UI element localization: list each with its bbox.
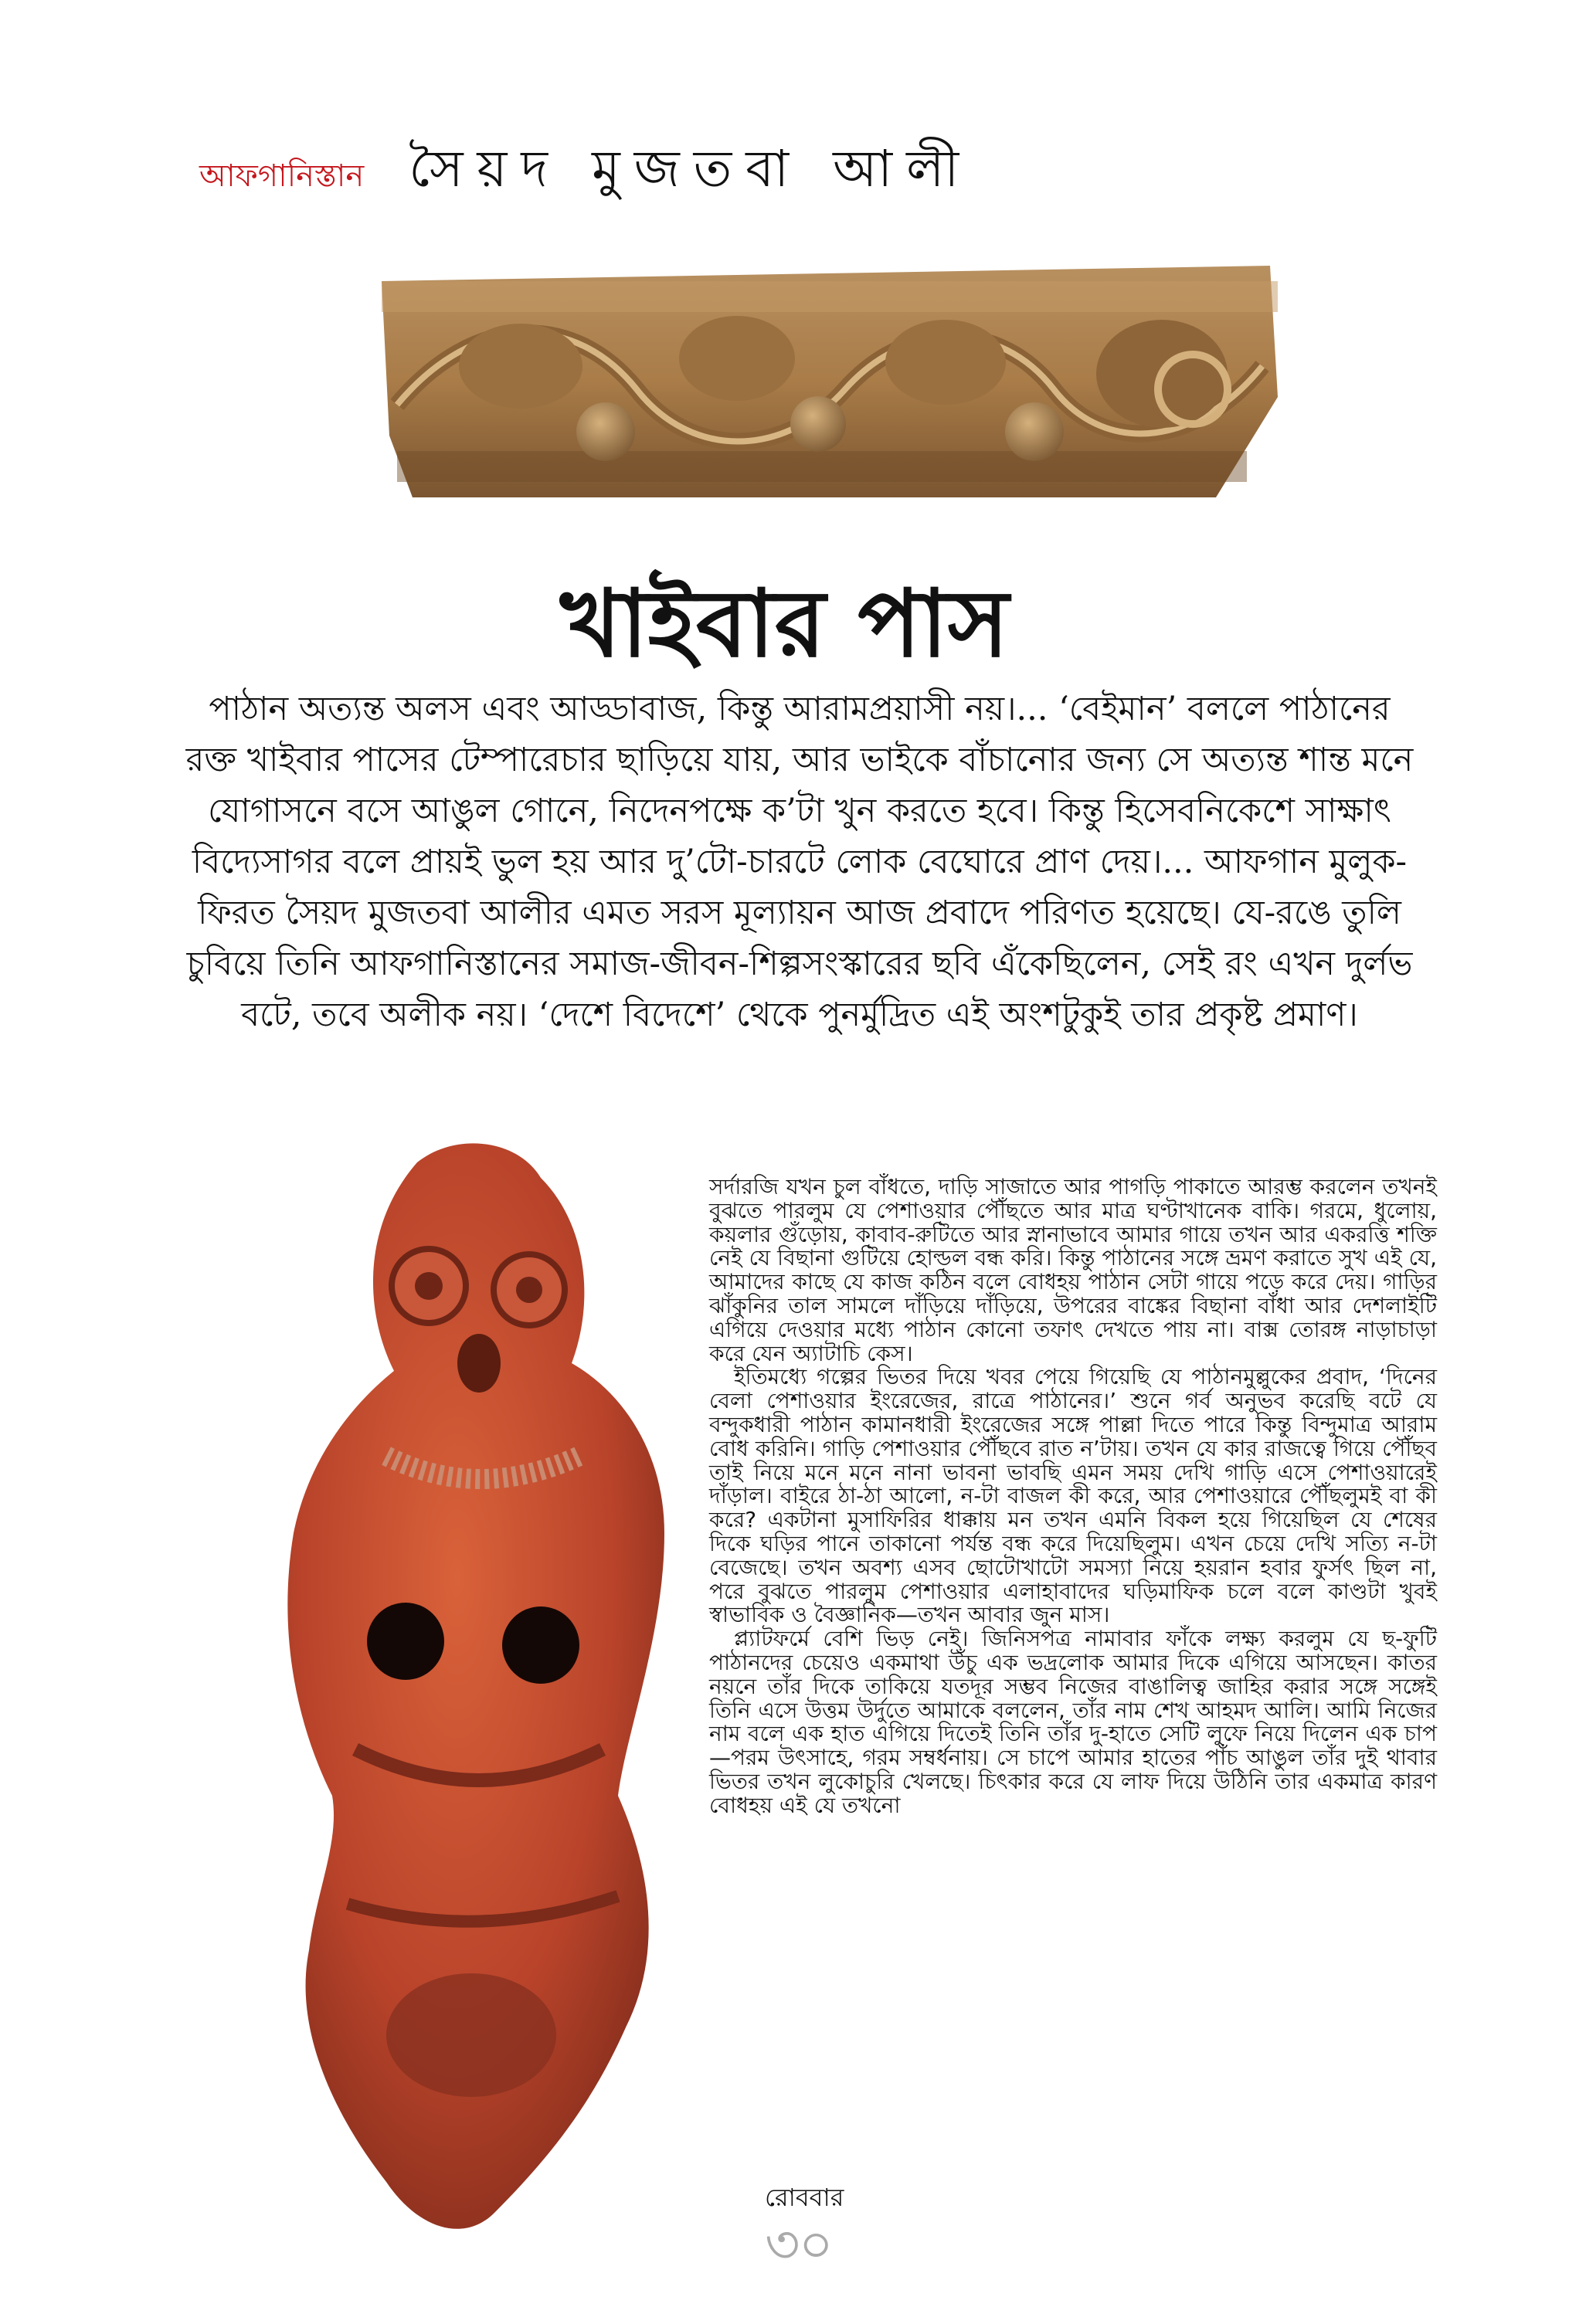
- article-title: খাইবার পাস: [560, 569, 1009, 678]
- article-intro: পাঠান অত্যন্ত অলস এবং আড্ডাবাজ, কিন্তু আরামপ্রয়াসী নয়।... ‘বেইমান’ বললে পাঠানের রক্ত খাইবার পাসের টেম্পারেচার ছাড়িয়ে যায়, আর ভাইকে বাঁচানোর জন্য সে অত্যন্ত শান্ত মনে যোগাসনে বসে আঙুল গোনে, নিদেনপক্ষে ক’টা খুন করতে হবে। কিন্তু হিসেবনিকেশে সাক্ষাৎ বিদ্যেসাগর বলে প্রায়ই ভুল হয় আর দু’টো-চারটে লোক বেঘোরে প্রাণ দেয়।... আফগান মুলুক-ফিরত সৈয়দ মুজতবা আলীর এমত সরস মূল্যায়ন আজ প্রবাদে পরিণত হয়েছে। যে-রঙে তুলি চুবিয়ে তিনি আফগানিস্তানের সমাজ-জীবন-শিল্পসংস্কারের ছবি এঁকেছিলেন, সেই রং এখন দুর্লভ বটে, তবে অলীক নয়। ‘দেশে বিদেশে’ থেকে পুনর্মুদ্রিত এই অংশটুকুই তার প্রকৃষ্ট প্রমাণ।: [185, 690, 1414, 1034]
- stone-frieze-image: [382, 266, 1278, 497]
- body-paragraph: ইতিমধ্যে গল্পের ভিতর দিয়ে খবর পেয়ে গিয়েছি যে পাঠানমুল্লুকের প্রবাদ, ‘দিনের বেলা পেশাওয়ার ইংরেজের, রাত্রে পাঠানের।’ শুনে গর্ব অনুভব করেছি বটে যে বন্দুকধারী পাঠান কামানধারী ইংরেজের সঙ্গে পাল্লা দিতে পারে কিন্তু বিন্দুমাত্র আরাম বোধ করিনি। গাড়ি পেশাওয়ার পৌঁছবে রাত ন’টায়। তখন যে কার রাজত্বে গিয়ে পৌঁছব তাই নিয়ে মনে মনে নানা ভাবনা ভাবছি এমন সময় দেখি গাড়ি এসে পেশাওয়ারেই দাঁড়াল। বাইরে ঠা-ঠা আলো, ন-টা বাজল কী করে, আর পেশাওয়ারে পৌঁছলুমই বা কী করে? একটানা মুসাফিরির ধাক্কায় মন তখন এমনি বিকল হয়ে গিয়েছিল যে শেষের দিকে ঘড়ির পানে তাকানো পর্যন্ত বন্ধ করে দিয়েছিলুম। এখন চেয়ে দেখি সত্যি ন-টা বেজেছে। তখন অবশ্য এসব ছোটোখাটো সমস্যা নিয়ে হয়রান হবার ফুর্সৎ ছিল না, পরে বুঝতে পারলুম পেশাওয়ার এলাহাবাদের ঘড়িমাফিক চলে বলে কাণ্ডটা খুবই স্বাভাবিক ও বৈজ্ঞানিক—তখন আবার জুন মাস।: [709, 1364, 1437, 1628]
- body-paragraph: সর্দারজি যখন চুল বাঁধতে, দাড়ি সাজাতে আর পাগড়ি পাকাতে আরম্ভ করলেন তখনই বুঝতে পারলুম যে পেশাওয়ার পৌঁছতে আর মাত্র ঘণ্টাখানেক বাকি। গরমে, ধুলোয়, কয়লার গুঁড়োয়, কাবাব-রুটিতে আর স্নানাভাবে আমার গায়ে তখন আর একরত্তি শক্তি নেই যে বিছানা গুটিয়ে হোল্ডল বন্ধ করি। কিন্তু পাঠানের সঙ্গে ভ্রমণ করাতে সুখ এই যে, আমাদের কাছে যে কাজ কঠিন বলে বোধহয় পাঠান সেটা গায়ে পড়ে করে দেয়। গাড়ির ঝাঁকুনির তাল সামলে দাঁড়িয়ে দাঁড়িয়ে, উপরের বাঙ্কের বিছানা বাঁধা আর দেশলাইটি এগিয়ে দেওয়ার মধ্যে পাঠান কোনো তফাৎ দেখতে পায় না। বাক্স তোরঙ্গ নাড়াচাড়া করে যেন অ্যাটাচি কেস।: [709, 1174, 1437, 1366]
- body-paragraph: প্ল্যাটফর্মে বেশি ভিড় নেই। জিনিসপত্র নামাবার ফাঁকে লক্ষ্য করলুম যে ছ-ফুটি পাঠানদের চেয়েও একমাথা উঁচু এক ভদ্রলোক আমার দিকে এগিয়ে আসছেন। কাতর নয়নে তাঁর দিকে তাকিয়ে যতদূর সম্ভব নিজের বাঙালিত্ব জাহির করার সঙ্গে সঙ্গেই তিনি এসে উত্তম উর্দুতে আমাকে বললেন, তাঁর নাম শেখ আহমদ আলি। আমি নিজের নাম বলে এক হাত এগিয়ে দিতেই তিনি তাঁর দু-হাতে সেটি লুফে নিয়ে দিলেন এক চাপ—পরম উৎসাহে, গরম সম্বর্ধনায়। সে চাপে আমার হাতের পাঁচ আঙুল তাঁর দুই থাবার ভিতর তখন লুকোচুরি খেলছে। চিৎকার করে যে লাফ দিয়ে উঠিনি তার একমাত্র কারণ বোধহয় এই যে তখনো: [709, 1626, 1437, 1818]
- page-number: ৩০: [765, 2213, 833, 2276]
- section-label: আফগানিস্তান: [199, 158, 365, 194]
- page-header: [199, 130, 973, 198]
- author-name: সৈয়দ মুজতবা আলী: [409, 139, 973, 198]
- terracotta-figurine-image: [263, 1131, 695, 2259]
- article-body: [709, 1176, 1437, 1818]
- magazine-name: রোববার: [765, 2183, 844, 2212]
